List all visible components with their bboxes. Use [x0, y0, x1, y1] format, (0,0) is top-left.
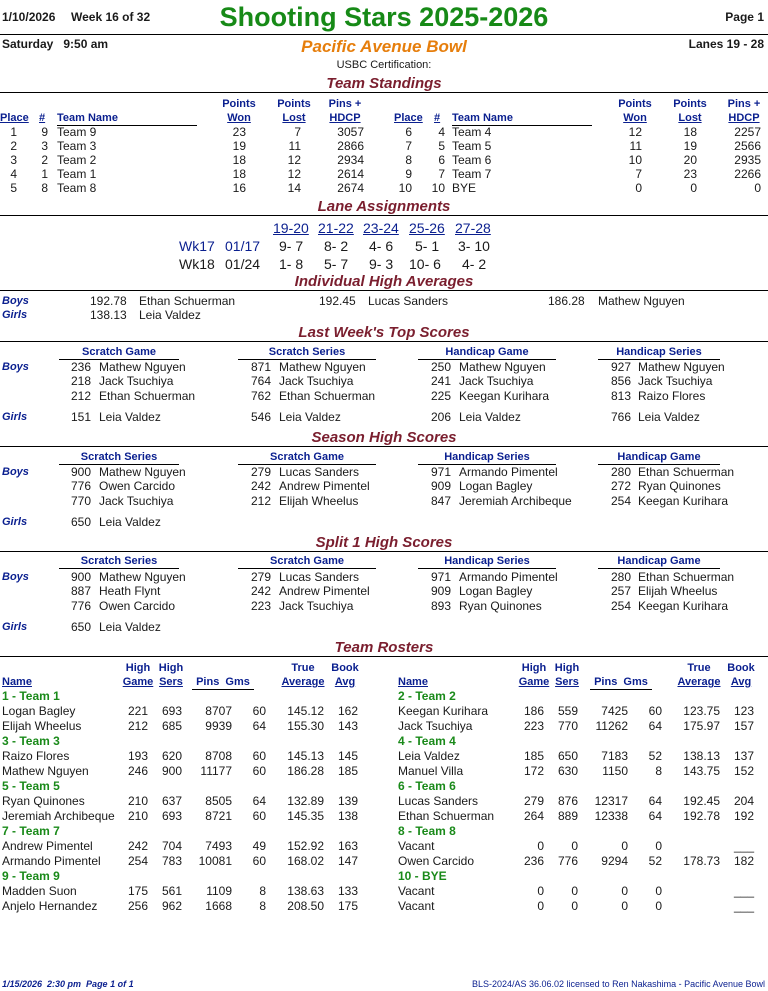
- true-average: 208.50: [287, 899, 324, 913]
- high-series: 776: [557, 854, 578, 868]
- averages-divider: [0, 290, 768, 291]
- high-series: 630: [557, 764, 578, 778]
- lanes-title: Lane Assignments: [317, 198, 451, 215]
- roster-player-row: [396, 794, 768, 808]
- score-entry: 770 Jack Tsuchiya 212 Elijah Wheelus 847 Jeremiah Archibeque 254 Keegan Kurihara: [70, 494, 729, 508]
- total-pins: 11262: [595, 719, 628, 733]
- standings-row: 5 8 Team 8 16 14 2674: [10, 181, 364, 195]
- roster-player-row: [0, 899, 380, 913]
- roster-team-header: 7 - Team 7: [2, 824, 60, 838]
- avg-name: Leia Valdez: [139, 308, 201, 322]
- games: 60: [252, 854, 266, 868]
- lane-pair: 27-28: [455, 220, 491, 236]
- games: 52: [648, 749, 662, 763]
- col-pins: HDCP: [329, 112, 361, 124]
- usbc-certification: USBC Certification:: [336, 59, 432, 71]
- report-date: 1/10/2026: [2, 10, 56, 24]
- girls-label: Girls: [2, 309, 28, 321]
- col-true-top: True: [291, 662, 315, 674]
- true-average: 145.35: [287, 809, 324, 823]
- girls-label: Girls: [2, 621, 28, 633]
- total-pins: 0: [621, 884, 628, 898]
- true-average: 132.89: [287, 794, 324, 808]
- score-entry: 151 Leia Valdez 546 Leia Valdez 206 Leia Valdez 766 Leia Valdez: [70, 410, 700, 424]
- lane-matchup: 9- 7: [279, 238, 304, 254]
- book-average: 123: [733, 704, 754, 718]
- category-header: Handicap Series: [418, 451, 556, 465]
- book-average: 133: [337, 884, 358, 898]
- roster-player-row: [0, 854, 380, 868]
- roster-team-header: 8 - Team 8: [398, 824, 456, 838]
- col-book-top: Book: [727, 662, 755, 674]
- high-game: 0: [537, 839, 544, 853]
- book-average: 185: [337, 764, 358, 778]
- roster-player-row: [396, 809, 768, 823]
- category-header: Scratch Game: [238, 555, 376, 569]
- high-series: 693: [161, 704, 182, 718]
- total-pins: 8707: [205, 704, 232, 718]
- page-number: Page 1: [725, 10, 764, 24]
- score-entry: 650 Leia Valdez: [70, 620, 161, 634]
- col-avg: Avg: [334, 676, 356, 688]
- score-entry: 776 Owen Carcido 242 Andrew Pimentel 909 Logan Bagley 272 Ryan Quinones: [70, 479, 721, 493]
- lane-matchup: 4- 6: [369, 238, 394, 254]
- roster-player-row: [396, 884, 768, 898]
- high-game: 256: [127, 899, 148, 913]
- player-name: Andrew Pimentel: [2, 839, 93, 853]
- roster-team-header: 9 - Team 9: [2, 869, 60, 883]
- standings-row: 4 1 Team 1 18 12 2614: [10, 167, 364, 181]
- book-average: 182: [733, 854, 754, 868]
- total-pins: 1668: [205, 899, 232, 913]
- col-name: Name: [2, 676, 32, 688]
- category-header: Scratch Series: [59, 451, 179, 465]
- total-pins: 1109: [206, 884, 232, 898]
- high-game: 279: [523, 794, 544, 808]
- total-pins: 7425: [601, 704, 628, 718]
- col-sers: Sers: [555, 676, 579, 688]
- book-average: 163: [337, 839, 358, 853]
- total-pins: 1150: [602, 764, 628, 778]
- avg-name: Mathew Nguyen: [598, 294, 685, 308]
- roster-player-row: [396, 854, 768, 868]
- high-series: 876: [557, 794, 578, 808]
- games: 52: [648, 854, 662, 868]
- roster-player-row: [0, 704, 380, 718]
- book-average: 138: [337, 809, 358, 823]
- games: 8: [655, 764, 662, 778]
- roster-team-header: 2 - Team 2: [398, 689, 456, 703]
- book-average: 192: [733, 809, 754, 823]
- book-average: 157: [733, 719, 754, 733]
- score-entry: 212 Ethan Schuerman 762 Ethan Schuerman 225 Keegan Kurihara 813 Raizo Flores: [70, 389, 706, 403]
- score-entry: 900 Mathew Nguyen 279 Lucas Sanders 971 Armando Pimentel 280 Ethan Schuerman: [70, 465, 735, 479]
- roster-player-row: [0, 794, 380, 808]
- category-header: Scratch Series: [238, 346, 376, 360]
- standings-row: 8 6 Team 6 10 20 2935: [405, 153, 761, 167]
- true-average: 123.75: [683, 704, 720, 718]
- high-series: 900: [161, 764, 182, 778]
- standings-row: 10 10 BYE 0 0 0: [398, 181, 761, 195]
- player-name: Keegan Kurihara: [398, 704, 489, 718]
- games: 64: [252, 794, 266, 808]
- games: 49: [252, 839, 266, 853]
- lane-week-date: 01/24: [225, 256, 261, 272]
- roster-player-row: [0, 764, 380, 778]
- high-game: 254: [127, 854, 148, 868]
- book-average: ___: [733, 899, 754, 913]
- games: 64: [648, 719, 662, 733]
- player-name: Elijah Wheelus: [2, 719, 82, 733]
- total-pins: 10081: [198, 854, 232, 868]
- lanes-range: Lanes 19 - 28: [688, 37, 764, 51]
- total-pins: 12317: [594, 794, 628, 808]
- lane-matchup: 3- 10: [458, 238, 490, 254]
- true-average: 168.02: [287, 854, 324, 868]
- player-name: Armando Pimentel: [2, 854, 101, 868]
- true-average: 192.78: [683, 809, 720, 823]
- col-won-top: Points: [222, 98, 256, 110]
- col-won: Won: [227, 112, 251, 124]
- season-title: Season High Scores: [311, 429, 457, 446]
- high-series: 693: [161, 809, 182, 823]
- true-average: 152.92: [287, 839, 324, 853]
- high-series: 783: [161, 854, 182, 868]
- total-pins: 0: [621, 899, 628, 913]
- col-num: #: [39, 112, 46, 124]
- boys-label: Boys: [2, 295, 29, 307]
- high-game: 242: [127, 839, 148, 853]
- player-name: Madden Suon: [2, 884, 77, 898]
- games: 0: [655, 839, 662, 853]
- true-average: 155.30: [287, 719, 324, 733]
- category-header: Scratch Series: [59, 555, 179, 569]
- lane-matchup: 10- 6: [409, 256, 441, 272]
- col-high2-top: High: [554, 662, 580, 674]
- score-entry: 887 Heath Flynt 242 Andrew Pimentel 909 Logan Bagley 257 Elijah Wheelus: [70, 584, 718, 598]
- standings-row: 1 9 Team 9 23 7 3057: [10, 125, 364, 139]
- games: 60: [648, 704, 662, 718]
- score-entry: 650 Leia Valdez: [70, 515, 161, 529]
- total-pins: 9294: [601, 854, 628, 868]
- category-header: Handicap Game: [598, 555, 720, 569]
- week-indicator: Week 16 of 32: [71, 10, 151, 24]
- high-series: 559: [557, 704, 578, 718]
- score-entry: 776 Owen Carcido 223 Jack Tsuchiya 893 Ryan Quinones 254 Keegan Kurihara: [70, 599, 729, 613]
- avg-value: 192.45: [319, 294, 356, 308]
- high-game: 0: [537, 899, 544, 913]
- high-series: 770: [557, 719, 578, 733]
- col-avg: Avg: [730, 676, 752, 688]
- roster-team-header: 3 - Team 3: [2, 734, 60, 748]
- high-series: 561: [161, 884, 182, 898]
- col-lost: Lost: [282, 112, 306, 124]
- true-average: 175.97: [683, 719, 720, 733]
- split-title: Split 1 High Scores: [315, 534, 453, 551]
- avg-name: Lucas Sanders: [368, 294, 449, 308]
- header-divider: [0, 34, 768, 35]
- roster-team-header: 5 - Team 5: [2, 779, 60, 793]
- high-game: 223: [523, 719, 544, 733]
- book-average: 162: [337, 704, 358, 718]
- lane-matchup: 5- 1: [415, 238, 440, 254]
- col-pins-r: HDCP: [728, 112, 760, 124]
- lane-week-date: 01/17: [225, 238, 261, 254]
- roster-player-row: [396, 764, 768, 778]
- games: 0: [655, 899, 662, 913]
- roster-player-row: [396, 749, 768, 763]
- high-series: 962: [161, 899, 182, 913]
- col-high2-top: High: [158, 662, 184, 674]
- true-average: 138.13: [683, 749, 720, 763]
- book-average: 204: [733, 794, 754, 808]
- total-pins: 8708: [205, 749, 232, 763]
- total-pins: 7183: [601, 749, 628, 763]
- high-series: 0: [571, 839, 578, 853]
- standings-row: 6 4 Team 4 12 18 2257: [405, 125, 761, 139]
- high-game: 0: [537, 884, 544, 898]
- lane-week-label: Wk17: [179, 238, 215, 254]
- lastweek-divider: [0, 341, 768, 342]
- category-header: Handicap Series: [418, 555, 556, 569]
- boys-label: Boys: [2, 361, 29, 373]
- standings-row: 9 7 Team 7 7 23 2266: [405, 167, 761, 181]
- roster-player-row: [396, 704, 768, 718]
- col-average: Average: [281, 676, 325, 688]
- day-time: Saturday 9:50 am: [2, 37, 109, 51]
- col-game: Game: [122, 676, 154, 688]
- total-pins: 11177: [200, 764, 232, 778]
- book-average: ___: [733, 884, 754, 898]
- player-name: Mathew Nguyen: [2, 764, 89, 778]
- book-average: 147: [337, 854, 358, 868]
- high-series: 0: [571, 884, 578, 898]
- player-name: Vacant: [398, 899, 435, 913]
- col-high-top: High: [521, 662, 547, 674]
- col-name: Name: [398, 676, 428, 688]
- player-name: Manuel Villa: [398, 764, 464, 778]
- col-pins-gms: Pins Gms: [590, 675, 652, 690]
- true-average: 143.75: [683, 764, 720, 778]
- total-pins: 12338: [594, 809, 628, 823]
- lane-pair: 23-24: [363, 220, 399, 236]
- games: 64: [252, 719, 266, 733]
- roster-team-header: 10 - BYE: [398, 869, 447, 883]
- col-book-top: Book: [331, 662, 359, 674]
- player-name: Lucas Sanders: [398, 794, 479, 808]
- col-num-r: #: [434, 112, 441, 124]
- high-game: 210: [127, 809, 148, 823]
- high-game: 185: [523, 749, 544, 763]
- high-game: 186: [523, 704, 544, 718]
- high-series: 620: [161, 749, 182, 763]
- roster-player-row: [0, 749, 380, 763]
- book-average: 137: [733, 749, 754, 763]
- rosters-title: Team Rosters: [334, 639, 434, 656]
- player-name: Ethan Schuerman: [398, 809, 495, 823]
- boys-label: Boys: [2, 466, 29, 478]
- true-average: 138.63: [287, 884, 324, 898]
- player-name: Logan Bagley: [2, 704, 76, 718]
- col-lost-top-r: Points: [673, 98, 707, 110]
- col-place: Place: [0, 112, 29, 124]
- games: 64: [648, 809, 662, 823]
- high-series: 0: [571, 899, 578, 913]
- true-average: 192.45: [683, 794, 720, 808]
- roster-player-row: [396, 719, 768, 733]
- footer-license: BLS-2024/AS 36.06.02 licensed to Ren Nakashima - Pacific Avenue Bowl: [471, 979, 765, 989]
- lastweek-title: Last Week's Top Scores: [298, 324, 470, 341]
- footer-printed: 1/15/2026 2:30 pm Page 1 of 1: [2, 979, 134, 989]
- avg-value: 192.78: [90, 294, 127, 308]
- standings-row: 2 3 Team 3 19 11 2866: [10, 139, 364, 153]
- high-series: 889: [557, 809, 578, 823]
- true-average: 145.12: [287, 704, 324, 718]
- girls-label: Girls: [2, 516, 28, 528]
- col-lost-top: Points: [277, 98, 311, 110]
- col-place-r: Place: [394, 112, 423, 124]
- high-game: 236: [523, 854, 544, 868]
- avg-value: 138.13: [90, 308, 127, 322]
- col-lost-r: Lost: [678, 112, 702, 124]
- games: 8: [259, 884, 266, 898]
- games: 8: [259, 899, 266, 913]
- league-title: Shooting Stars 2025-2026: [219, 2, 549, 32]
- roster-team-header: 6 - Team 6: [398, 779, 456, 793]
- category-header: Scratch Game: [238, 451, 376, 465]
- standings-row: 7 5 Team 5 11 19 2566: [405, 139, 761, 153]
- lane-matchup: 4- 2: [462, 256, 487, 272]
- lane-pair: 21-22: [318, 220, 354, 236]
- col-pins-top: Pins +: [328, 98, 362, 110]
- high-game: 212: [127, 719, 148, 733]
- games: 60: [252, 809, 266, 823]
- standings-title: Team Standings: [326, 75, 442, 92]
- player-name: Anjelo Hernandez: [2, 899, 98, 913]
- col-won-r: Won: [623, 112, 647, 124]
- category-header: Scratch Game: [59, 346, 179, 360]
- player-name: Leia Valdez: [398, 749, 460, 763]
- total-pins: 9939: [205, 719, 232, 733]
- roster-team-header: 1 - Team 1: [2, 689, 60, 703]
- col-pins-gms: Pins Gms: [192, 675, 254, 690]
- games: 64: [648, 794, 662, 808]
- player-name: Vacant: [398, 884, 435, 898]
- lane-matchup: 8- 2: [324, 238, 349, 254]
- col-average: Average: [677, 676, 721, 688]
- category-header: Handicap Game: [598, 451, 720, 465]
- col-team-name-r: Team Name: [452, 111, 592, 126]
- high-series: 650: [557, 749, 578, 763]
- category-header: Handicap Game: [418, 346, 556, 360]
- roster-player-row: [0, 884, 380, 898]
- games: 60: [252, 749, 266, 763]
- roster-team-header: 4 - Team 4: [398, 734, 456, 748]
- lane-matchup: 5- 7: [324, 256, 349, 272]
- season-divider: [0, 446, 768, 447]
- true-average: 178.73: [683, 854, 720, 868]
- player-name: Jack Tsuchiya: [398, 719, 473, 733]
- col-high-top: High: [125, 662, 151, 674]
- col-team-name: Team Name: [57, 111, 197, 126]
- score-entry: 218 Jack Tsuchiya 764 Jack Tsuchiya 241 Jack Tsuchiya 856 Jack Tsuchiya: [70, 374, 713, 388]
- player-name: Raizo Flores: [2, 749, 70, 763]
- lane-pair: 19-20: [273, 220, 309, 236]
- games: 0: [655, 884, 662, 898]
- high-game: 210: [127, 794, 148, 808]
- high-game: 175: [127, 884, 148, 898]
- book-average: 139: [337, 794, 358, 808]
- book-average: 175: [337, 899, 358, 913]
- book-average: 143: [337, 719, 358, 733]
- avg-name: Ethan Schuerman: [139, 294, 236, 308]
- games: 60: [252, 704, 266, 718]
- lane-matchup: 9- 3: [369, 256, 394, 272]
- split-divider: [0, 551, 768, 552]
- total-pins: 8505: [205, 794, 232, 808]
- avg-value: 186.28: [548, 294, 585, 308]
- standings-row: 3 2 Team 2 18 12 2934: [10, 153, 364, 167]
- roster-player-row: [0, 809, 380, 823]
- player-name: Vacant: [398, 839, 435, 853]
- high-series: 685: [161, 719, 182, 733]
- high-game: 193: [127, 749, 148, 763]
- high-game: 264: [523, 809, 544, 823]
- category-header: Handicap Series: [598, 346, 720, 360]
- roster-player-row: [396, 899, 768, 913]
- boys-label: Boys: [2, 571, 29, 583]
- total-pins: 8721: [205, 809, 232, 823]
- total-pins: 0: [621, 839, 628, 853]
- lane-pair: 25-26: [409, 220, 445, 236]
- averages-title: Individual High Averages: [294, 273, 474, 290]
- games: 60: [252, 764, 266, 778]
- roster-player-row: [396, 839, 768, 853]
- col-game: Game: [518, 676, 550, 688]
- col-true-top: True: [687, 662, 711, 674]
- lanes-divider: [0, 215, 768, 216]
- book-average: ___: [733, 839, 754, 853]
- player-name: Jeremiah Archibeque: [2, 809, 115, 823]
- col-sers: Sers: [159, 676, 183, 688]
- score-entry: 900 Mathew Nguyen 279 Lucas Sanders 971 Armando Pimentel 280 Ethan Schuerman: [70, 570, 735, 584]
- total-pins: 7493: [205, 839, 232, 853]
- col-won-top-r: Points: [618, 98, 652, 110]
- score-entry: 236 Mathew Nguyen 871 Mathew Nguyen 250 Mathew Nguyen 927 Mathew Nguyen: [70, 360, 725, 374]
- lane-week-label: Wk18: [179, 256, 215, 272]
- player-name: Owen Carcido: [398, 854, 475, 868]
- high-series: 637: [161, 794, 182, 808]
- bowling-center: Pacific Avenue Bowl: [301, 37, 467, 56]
- book-average: 145: [337, 749, 358, 763]
- roster-player-row: [0, 839, 380, 853]
- girls-label: Girls: [2, 411, 28, 423]
- player-name: Ryan Quinones: [2, 794, 85, 808]
- true-average: 186.28: [287, 764, 324, 778]
- true-average: 145.13: [287, 749, 324, 763]
- rosters-divider: [0, 656, 768, 657]
- high-game: 172: [523, 764, 544, 778]
- lane-matchup: 1- 8: [279, 256, 304, 272]
- high-game: 246: [127, 764, 148, 778]
- roster-player-row: [0, 719, 380, 733]
- standings-divider: [0, 92, 768, 93]
- high-game: 221: [127, 704, 148, 718]
- book-average: 152: [733, 764, 754, 778]
- col-pins-top-r: Pins +: [727, 98, 761, 110]
- high-series: 704: [161, 839, 182, 853]
